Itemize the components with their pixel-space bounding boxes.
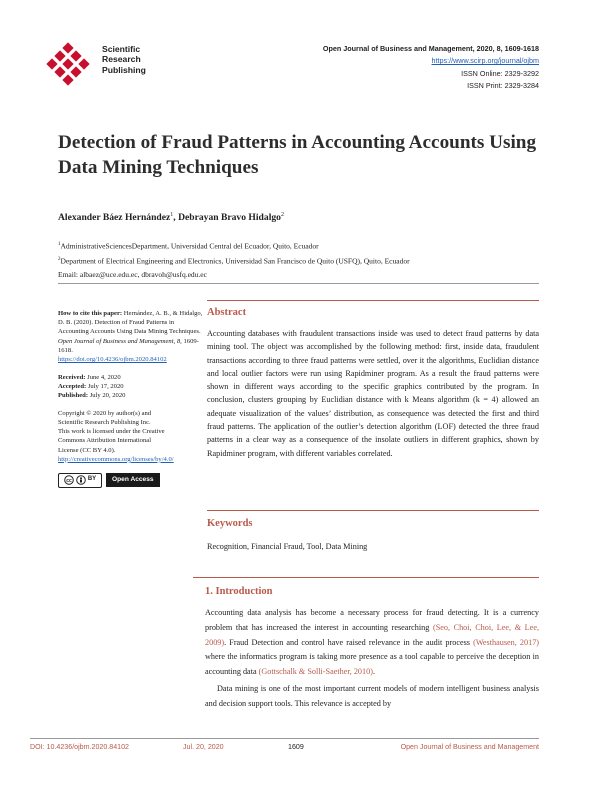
affiliation-sup: 1	[58, 242, 61, 247]
abstract-heading: Abstract	[207, 307, 247, 318]
issn-print: ISSN Print: 2329-3284	[467, 81, 539, 91]
citation-block	[58, 309, 203, 364]
license-badges	[58, 473, 203, 488]
keywords-rule	[207, 510, 539, 511]
copyright-line: This work is licensed under the Creative	[58, 428, 165, 436]
author-list: Alexander Báez Hernández$^1$, Debrayan Bravo Hidalgo$^2$	[58, 212, 284, 224]
journal-header	[323, 43, 539, 93]
author-sup: 2	[280, 212, 284, 218]
received-label: Received:	[58, 373, 86, 381]
cite-journal: Open Journal of Business and Management, 8,	[58, 337, 182, 345]
author-sup: 1	[170, 212, 174, 218]
author-name: Debrayan Bravo Hidalgo	[178, 212, 281, 224]
paper-title: Detection of Fraud Patterns in Accounting Accounts Using Data Mining Techniques	[58, 132, 537, 178]
person-icon	[76, 475, 86, 485]
copyright-line: Copyright © 2020 by author(s) and	[58, 409, 152, 417]
keywords-body: Recognition, Financial Fraud, Tool, Data Mining	[207, 542, 368, 551]
abstract-rule	[207, 300, 539, 301]
affiliation: Department of Electrical Engineering and Electronics, Universidad San Francisco de Quito (USFQ), Quito, Ecuador	[60, 256, 410, 266]
journal-url-link[interactable]: https://www.scirp.org/journal/ojbm	[431, 56, 539, 66]
citation-link[interactable]: (Westhausen, 2017)	[473, 637, 540, 647]
journal-line: Open Journal of Business and Management, 2020, 8, 1609-1618	[322, 44, 539, 53]
creative-commons-icon	[64, 475, 74, 485]
publisher-line: Scientific	[102, 44, 141, 54]
publisher-line: Publishing	[102, 64, 146, 75]
svg-text:cc: cc	[66, 478, 72, 485]
footer-rule	[30, 738, 539, 739]
copyright-line: Scientific Research Publishing Inc.	[58, 419, 151, 427]
publisher-line: Research	[102, 54, 141, 65]
footer-date: Jul. 20, 2020	[183, 743, 224, 751]
page-number: 1609	[288, 743, 304, 751]
affiliation: AdministrativeSciencesDepartment, Universidad Central del Ecuador, Quito, Ecuador	[60, 241, 319, 251]
paragraph: Data mining is one of the most important current models of modern intelligent business analysis and decision support tools. This relevance is accepted by	[205, 683, 539, 708]
divider	[58, 283, 539, 284]
cite-text: Hernández, A. B., & Hidalgo, D. B. (2020). Detection of Fraud Patterns in Accounting Accounts Using Data Mining Techniques.	[58, 310, 203, 336]
published-date: July 20, 2020	[89, 392, 126, 400]
author-name: Alexander Báez Hernández	[58, 212, 171, 224]
text-run: . Fraud Detection and control have raised relevance in the audit process	[224, 637, 470, 647]
publisher-name	[102, 44, 146, 75]
article-info-sidebar	[58, 309, 203, 488]
received-date: June 4, 2020	[87, 373, 121, 381]
text-run: Accounting data analysis has become a necessary process for fraud detecting. It is a currency problem that has increased the interest in accounting researching	[205, 608, 539, 632]
copyright-line: Commons Attribution International	[58, 437, 152, 445]
citation-link[interactable]: (Seo, Choi, Choi, Lee, & Lee, 2009)	[205, 622, 539, 647]
abstract-body: Accounting databases with fraudulent transactions inside was used to detect fraud patterns by data mining tool. The object was accomplished by the following method: first, inside data, fraudulent transactions according to three fraud patterns were settled, over it the algorithms, Euclidian distance and local outlier factors were run using Rapidminer program. As a result the fraud patterns were shown in different ways according to the specific graphics contributed by the program. In conclusion, clusters grouping by Euclidian distance with k Means algorithm (k = 4) allowed an adequate visualization of the values’ distribution, as consequence was detected the first and third fraud patterns. The application of the outlier’s detection algorithm (LOF) detected the three fraud patterns in a clear way as a consequence of the insolate outliers in different graphics, shown by Rapidminer program, with different variables correlated.	[207, 329, 539, 458]
email-line: Email: albaez@uce.edu.ec, dbravoh@usfq.edu.ec	[58, 270, 207, 279]
cite-label: How to cite this paper:	[58, 310, 123, 317]
doi-link[interactable]: https://doi.org/10.4236/ojbm.2020.84102	[58, 356, 167, 364]
affiliation-sup: 2	[58, 257, 61, 262]
text-run: where the informatics program is taking more presence as a tool capable to perceive the deception in accounting data	[205, 652, 539, 677]
accepted-date: July 17, 2020	[87, 382, 124, 390]
intro-rule	[193, 577, 539, 578]
dates-block	[58, 373, 203, 401]
keywords-heading: Keywords	[207, 518, 253, 529]
cc-by-badge[interactable]	[58, 473, 102, 488]
copyright-block	[58, 409, 203, 464]
citation-link[interactable]: (Gottschalk & Solli-Saether, 2010)	[258, 667, 373, 677]
published-label: Published:	[58, 392, 89, 400]
paragraph	[205, 606, 539, 680]
open-access-badge: Open Access	[106, 473, 160, 486]
intro-body	[205, 606, 539, 712]
text-run: .	[372, 667, 375, 677]
issn-online: ISSN Online: 2329-3292	[461, 68, 539, 78]
intro-heading: 1. Introduction	[205, 586, 273, 597]
license-link[interactable]: http://creativecommons.org/licenses/by/4.0/	[58, 455, 174, 463]
cc-by-label: BY	[87, 476, 97, 483]
accepted-label: Accepted:	[58, 382, 87, 390]
footer-journal: Open Journal of Business and Management	[400, 743, 539, 751]
cite-pages: 1609-1618.	[58, 337, 199, 354]
affiliations	[58, 238, 558, 282]
copyright-line: License (CC BY 4.0).	[58, 446, 116, 454]
footer-doi: DOI: 10.4236/ojbm.2020.84102	[30, 743, 129, 751]
